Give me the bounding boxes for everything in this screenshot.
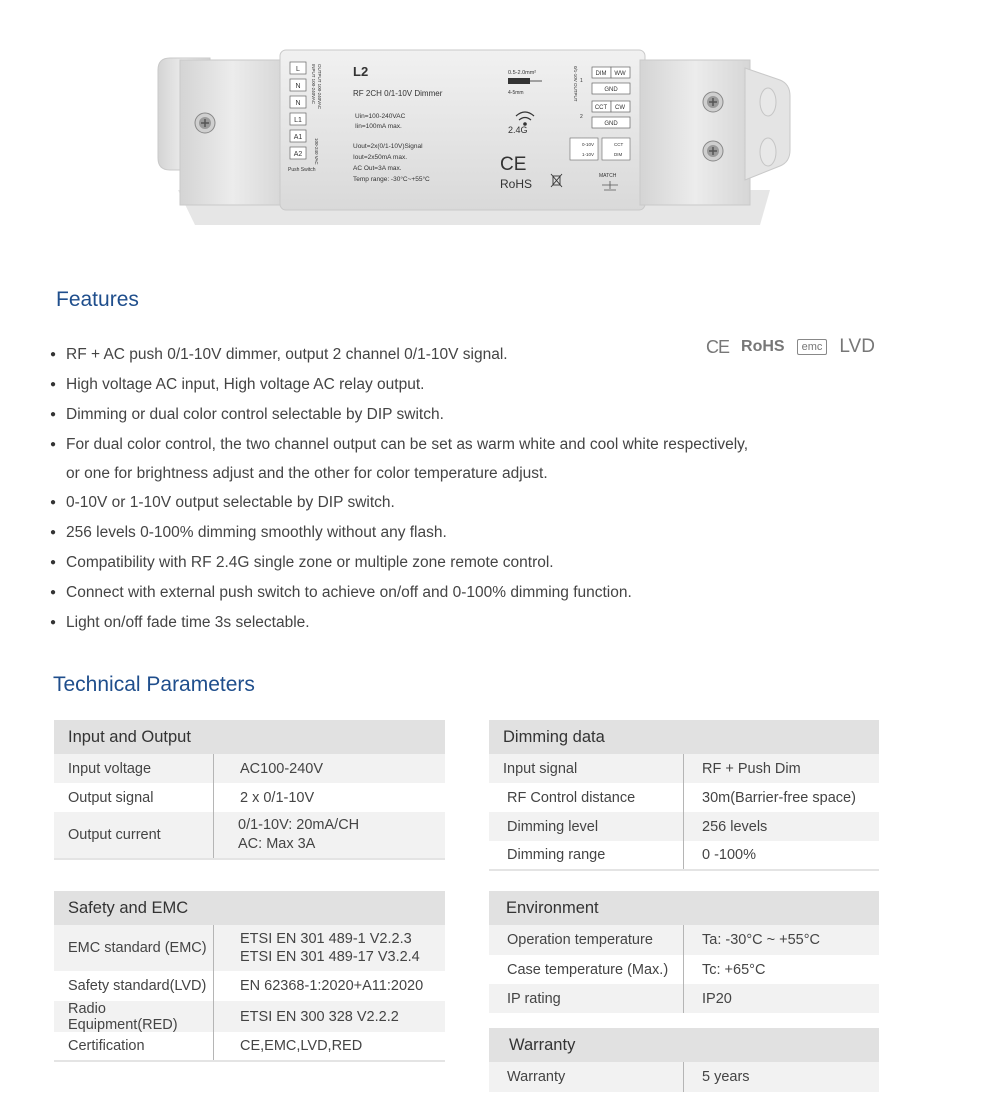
- rohs-logo: RoHS: [741, 338, 785, 355]
- row-value: ETSI EN 300 328 V2.2.2: [240, 1008, 399, 1025]
- dimming-data-table: [489, 720, 879, 871]
- row-value: AC100-240V: [240, 760, 324, 777]
- input-output-table: [54, 720, 445, 860]
- table-row: [54, 754, 445, 783]
- dip-0-10v: 0-10V: [582, 142, 595, 147]
- strip-length-label: 4-5mm: [508, 90, 524, 96]
- row-value: ETSI EN 301 489-17 V3.2.4: [240, 949, 420, 965]
- row-value: EN 62368-1:2020+A11:2020: [240, 978, 424, 994]
- lvd-logo: LVD: [839, 336, 875, 357]
- dip-cct: CCT: [614, 142, 624, 147]
- row-key: Dimming range: [489, 841, 684, 869]
- feature-item: ● Compatibility with RF 2.4G single zone or multiple zone remote control.: [50, 548, 770, 578]
- terminal-WW: WW: [614, 71, 626, 77]
- terminal-L1: L1: [294, 117, 302, 124]
- row-key: Dimming level: [489, 812, 684, 841]
- table-row: [489, 754, 879, 783]
- dip-1-10v: 1-10V: [582, 152, 595, 157]
- row-key: Case temperature (Max.): [489, 955, 684, 984]
- row-key: Output signal: [54, 783, 214, 812]
- channel-2-label: 2: [580, 114, 583, 120]
- table-row: [54, 1001, 445, 1032]
- output-spec-2: Iout=2x50mA max.: [353, 154, 408, 161]
- product-image: [150, 40, 800, 240]
- terminal-N2: N: [295, 100, 301, 107]
- technical-parameters-heading: Technical Parameters: [53, 673, 255, 696]
- table-row: [54, 1032, 445, 1062]
- table-row: [54, 812, 445, 860]
- model-label: L2: [353, 64, 369, 79]
- row-value: 256 levels: [702, 818, 768, 835]
- emc-logo: emc: [797, 339, 828, 355]
- row-key: RF Control distance: [489, 783, 684, 812]
- terminal-CCT: CCT: [594, 105, 608, 111]
- output-side-label-right: 0/1-10V OUTPUT: [573, 66, 578, 102]
- table-row: [489, 841, 879, 871]
- table-header: Warranty: [489, 1028, 879, 1062]
- row-value: 5 years: [702, 1069, 750, 1085]
- dimmer-device-drawing: [150, 40, 800, 240]
- match-label: MATCH: [599, 173, 617, 179]
- table-header: Safety and EMC: [54, 891, 445, 925]
- row-value: 0/1-10V: 20mA/CH: [238, 817, 360, 833]
- input-spec-2: Iin=100mA max.: [355, 123, 402, 130]
- channel-1-label: 1: [580, 78, 583, 84]
- row-key: Operation temperature: [489, 925, 684, 955]
- rohs-mark: RoHS: [500, 177, 533, 191]
- safety-emc-table: [54, 891, 445, 1062]
- table-row: [489, 925, 879, 955]
- table-row: [489, 812, 879, 841]
- output-spec-3: AC Out=3A max.: [353, 165, 402, 172]
- weee-bin-icon: [551, 174, 562, 187]
- ce-mark: CE: [500, 154, 527, 175]
- dip-dim: DIM: [614, 152, 623, 157]
- terminal-GND-1: GND: [604, 87, 618, 93]
- row-value: ETSI EN 301 489-1 V2.2.3: [240, 931, 412, 947]
- row-key: Output current: [54, 812, 214, 858]
- feature-item: ● Connect with external push switch to achieve on/off and 0-100% dimming function.: [50, 578, 770, 608]
- row-value: 30m(Barrier-free space): [702, 789, 856, 806]
- row-value: 0 -100%: [702, 847, 757, 863]
- terminal-A1: A1: [293, 134, 303, 141]
- row-key: EMC standard (EMC): [54, 925, 214, 971]
- terminal-L: L: [296, 66, 300, 73]
- row-key: Safety standard(LVD): [54, 971, 214, 1001]
- table-row: [54, 783, 445, 812]
- feature-item: ● Dimming or dual color control selectable by DIP switch.: [50, 400, 770, 430]
- input-spec-1: Uin=100-240VAC: [355, 113, 406, 120]
- screw-icon: [703, 141, 723, 161]
- row-value: Tc: +65°C: [702, 961, 766, 978]
- row-value: 2 x 0/1-10V: [240, 789, 315, 806]
- feature-item: ● High voltage AC input, High voltage AC relay output.: [50, 370, 770, 400]
- feature-item: ● RF + AC push 0/1-10V dimmer, output 2 channel 0/1-10V signal.: [50, 340, 770, 370]
- output-spec-4: Temp range: -30°C~+55°C: [353, 176, 430, 183]
- row-key: Radio Equipment(RED): [54, 1001, 214, 1032]
- input-side-label: INPUT 100-240VAC: [311, 64, 316, 105]
- table-row: [489, 783, 879, 812]
- terminal-GND-2: GND: [604, 121, 618, 127]
- environment-table: [489, 891, 879, 1013]
- screw-icon: [703, 92, 723, 112]
- push-switch-label: Push Switch: [288, 167, 316, 173]
- screw-icon: [195, 113, 215, 133]
- row-value: Ta: -30°C ~ +55°C: [702, 932, 820, 948]
- certification-logos: [706, 336, 875, 358]
- feature-item: ● For dual color control, the two channel output can be set as warm white and cool white respectively, or one for brightness adjust and the other for color temperature adjust.: [50, 430, 770, 488]
- table-row: [54, 971, 445, 1001]
- row-key: Warranty: [489, 1062, 684, 1092]
- feature-item: ● 0-10V or 1-10V output selectable by DIP switch.: [50, 488, 770, 518]
- output-spec-1: Uout=2x(0/1-10V)Signal: [353, 143, 423, 150]
- table-row: [489, 1062, 879, 1092]
- row-value: RF + Push Dim: [702, 760, 801, 777]
- feature-item: ● 256 levels 0-100% dimming smoothly without any flash.: [50, 518, 770, 548]
- row-key: IP rating: [489, 984, 684, 1013]
- row-value: AC: Max 3A: [238, 836, 316, 852]
- row-key: Input signal: [489, 754, 684, 783]
- table-row: [489, 955, 879, 984]
- wire-spec-label: 0.5-2.0mm²: [508, 70, 537, 76]
- terminal-A2: A2: [293, 151, 303, 158]
- row-key: Certification: [54, 1032, 214, 1060]
- push-voltage-label: 100-240 VAC: [314, 138, 319, 165]
- table-header: Dimming data: [489, 720, 879, 754]
- table-header: Input and Output: [54, 720, 445, 754]
- terminal-DIM: DIM: [595, 71, 607, 77]
- row-value: IP20: [702, 990, 732, 1007]
- warranty-table: [489, 1028, 879, 1092]
- feature-continuation: or one for brightness adjust and the other for color temperature adjust.: [66, 465, 548, 482]
- terminal-CW: CW: [615, 105, 625, 111]
- row-key: Input voltage: [54, 754, 214, 783]
- terminal-N: N: [295, 83, 301, 90]
- row-value: CE,EMC,LVD,RED: [240, 1038, 363, 1054]
- ce-logo: CE: [706, 336, 730, 357]
- output-side-label: OUTPUT 100-240VAC: [317, 64, 322, 110]
- table-row: [54, 925, 445, 971]
- rf-band-label: 2.4G: [508, 125, 528, 135]
- product-name-label: RF 2CH 0/1-10V Dimmer: [353, 89, 443, 98]
- features-list: [50, 340, 770, 638]
- table-row: [489, 984, 879, 1013]
- features-heading: Features: [56, 288, 139, 311]
- table-header: Environment: [489, 891, 879, 925]
- feature-item: ● Light on/off fade time 3s selectable.: [50, 608, 770, 638]
